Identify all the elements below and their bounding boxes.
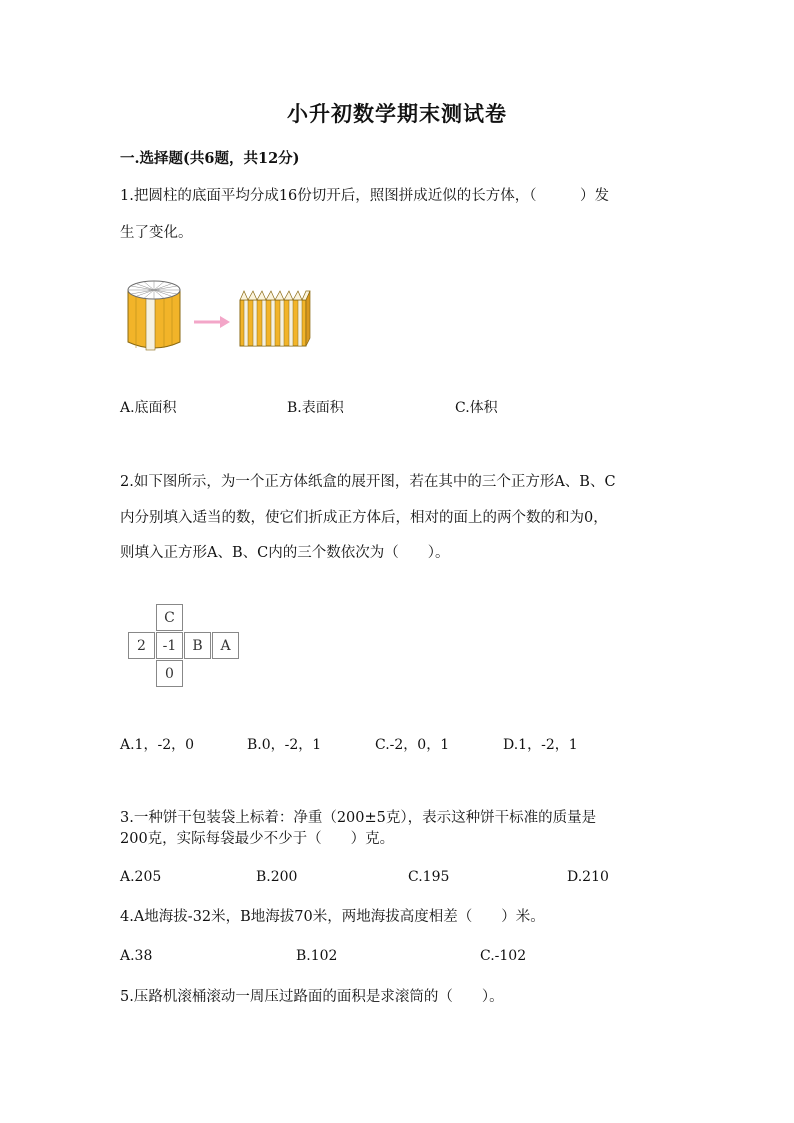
question-1-line-1: 1.把圆柱的底面平均分成16份切开后，照图拼成近似的长方体，（ ）发 (120, 188, 610, 204)
q3-option-b[interactable]: B.200 (256, 869, 298, 885)
cylinder-illustration (128, 281, 180, 350)
q4-option-b[interactable]: B.102 (296, 948, 338, 964)
cylinder-to-cuboid-figure (124, 276, 314, 356)
arrow-right-icon (194, 316, 230, 328)
q2-option-c[interactable]: C.-2，0，1 (375, 737, 450, 753)
net-cell-0: 0 (156, 660, 183, 687)
question-2-line-2: 内分别填入适当的数，使它们折成正方体后，相对的面上的两个数的和为0， (120, 510, 608, 526)
question-2-line-1: 2.如下图所示，为一个正方体纸盒的展开图，若在其中的三个正方形A、B、C (120, 474, 616, 490)
net-cell-a: A (212, 632, 239, 659)
cube-net-figure (128, 604, 240, 688)
section-heading: 一.选择题(共6题，共12分) (120, 150, 300, 167)
q2-option-b[interactable]: B.0，-2，1 (247, 737, 322, 753)
q1-option-a[interactable]: A.底面积 (120, 400, 177, 416)
net-cell-2: 2 (128, 632, 155, 659)
q3-option-a[interactable]: A.205 (120, 869, 162, 885)
q1-option-b[interactable]: B.表面积 (287, 400, 344, 416)
question-1-line-2: 生了变化。 (120, 225, 193, 241)
net-cell-minus-1: -1 (156, 632, 183, 659)
q1-option-c[interactable]: C.体积 (455, 400, 498, 416)
q3-option-c[interactable]: C.195 (408, 869, 450, 885)
question-4-line-1: 4.A地海拔-32米，B地海拔70米，两地海拔高度相差（ ）米。 (120, 909, 545, 925)
question-5-line-1: 5.压路机滚桶滚动一周压过路面的面积是求滚筒的（ ）。 (120, 989, 504, 1005)
net-cell-c: C (156, 604, 183, 631)
question-3-line-1: 3.一种饼干包装袋上标着：净重（200±5克），表示这种饼干标准的质量是 (120, 810, 597, 826)
net-cell-b: B (184, 632, 211, 659)
q4-option-a[interactable]: A.38 (120, 948, 153, 964)
q2-option-d[interactable]: D.1，-2，1 (503, 737, 578, 753)
question-3-line-2: 200克，实际每袋最少不少于（ ）克。 (120, 831, 395, 847)
q2-option-a[interactable]: A.1，-2，0 (120, 737, 195, 753)
q3-option-d[interactable]: D.210 (567, 869, 609, 885)
page-title: 小升初数学期末测试卷 (287, 101, 507, 126)
cuboid-illustration (240, 291, 310, 346)
question-2-line-3: 则填入正方形A、B、C内的三个数依次为（ ）。 (120, 545, 450, 561)
q4-option-c[interactable]: C.-102 (480, 948, 527, 964)
